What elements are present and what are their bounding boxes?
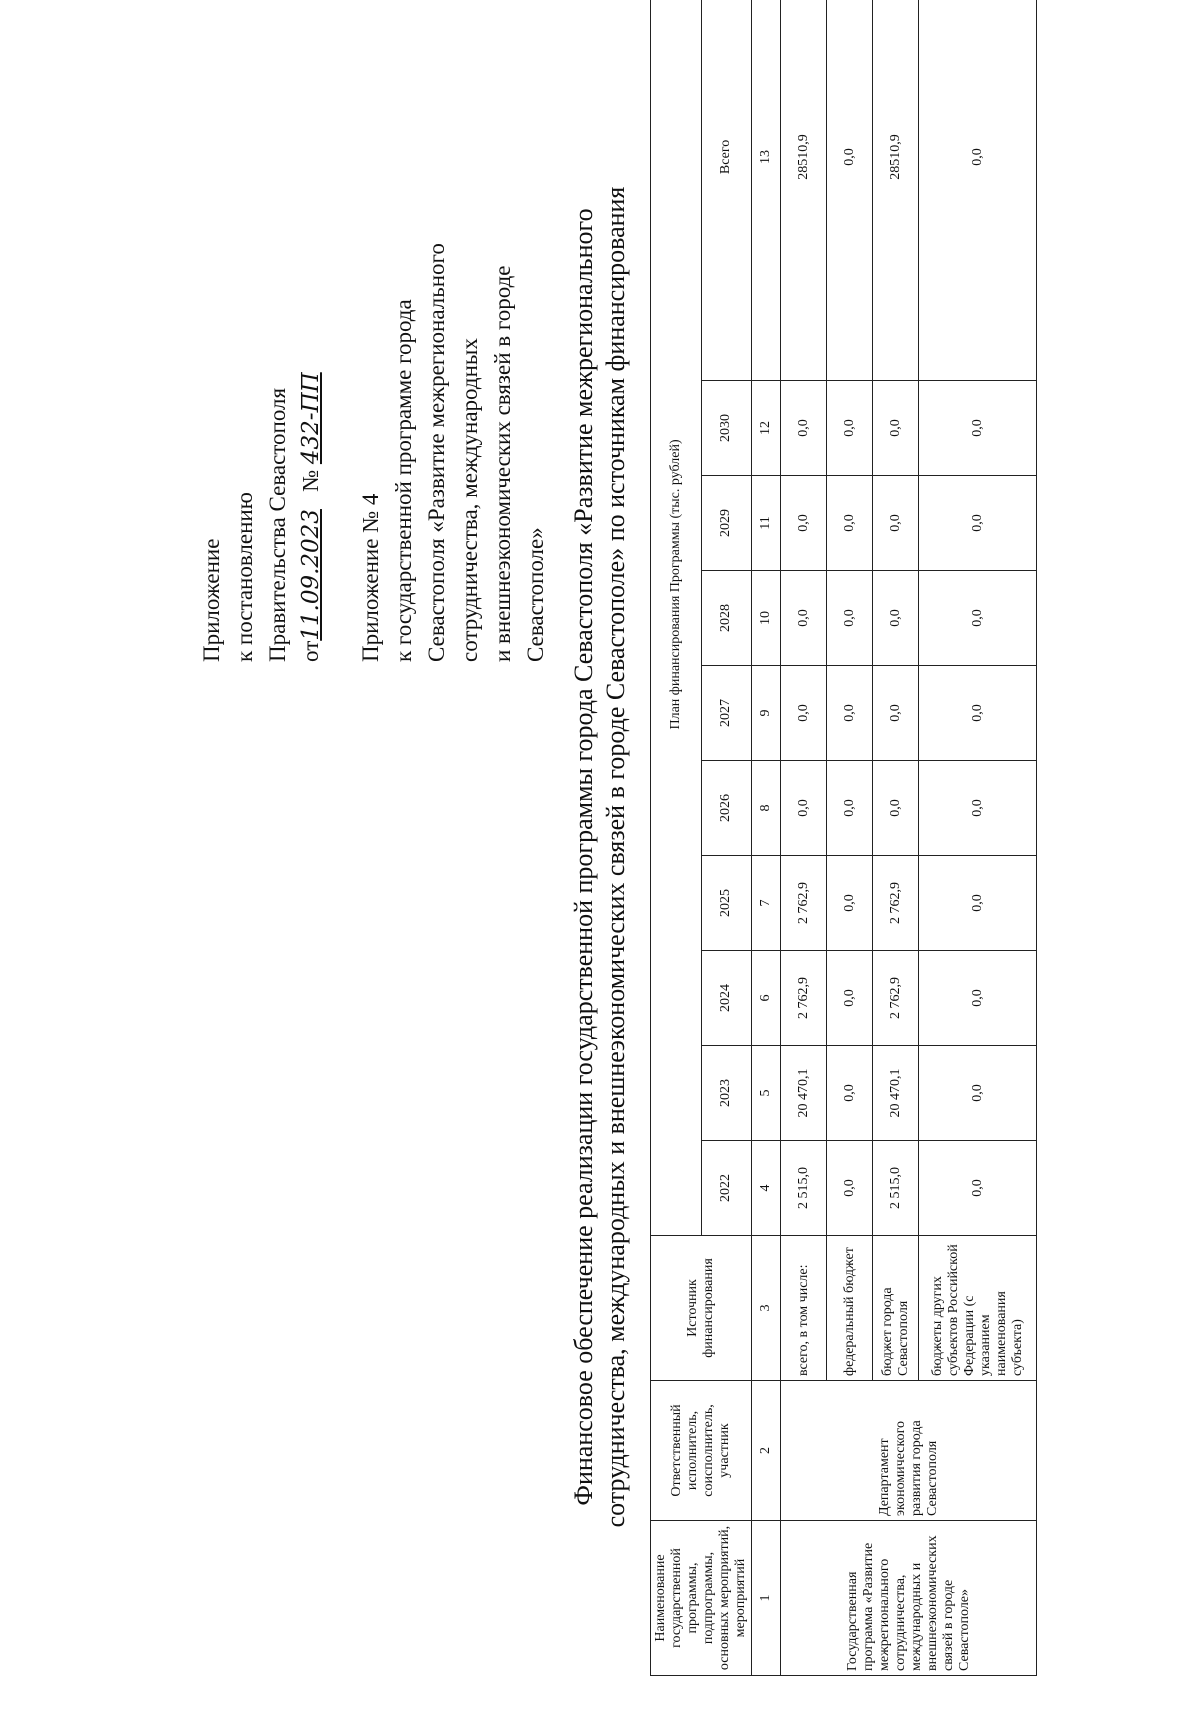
value-cell: 0,0 <box>781 476 827 571</box>
appendix-line: к постановлению <box>232 492 257 662</box>
value-cell: 0,0 <box>919 856 1037 951</box>
header-year: 2024 <box>701 951 752 1046</box>
value-cell: 2 762,9 <box>781 856 827 951</box>
value-cell: 20 470,1 <box>873 1046 919 1141</box>
value-cell: 0,0 <box>827 951 873 1046</box>
column-index: 12 <box>752 381 781 476</box>
value-cell: 0,0 <box>827 666 873 761</box>
sub-appendix-line: Приложение № 4 <box>358 493 383 662</box>
heading-line: Финансовое обеспечение реализации государственной программы города Севастополя «Развитие межрегионального <box>569 208 598 1506</box>
source-cell: бюджет города Севастополя <box>873 1236 919 1381</box>
column-index: 6 <box>752 951 781 1046</box>
value-cell: 0,0 <box>827 761 873 856</box>
value-cell: 0,0 <box>781 666 827 761</box>
value-cell: 20 470,1 <box>781 1046 827 1141</box>
value-cell: 0,0 <box>873 761 919 856</box>
value-cell: 0,0 <box>919 571 1037 666</box>
column-index: 7 <box>752 856 781 951</box>
header-row-1 <box>651 0 702 1676</box>
header-year: 2027 <box>701 666 752 761</box>
appendix-line: Правительства Севастополя <box>265 387 290 662</box>
header-year: 2025 <box>701 856 752 951</box>
header-source: Источник финансирования <box>651 1236 752 1381</box>
sub-appendix-line: сотрудничества, международных <box>457 338 482 662</box>
header-plan: План финансирования Программы (тыс. рублей) <box>651 0 702 1236</box>
column-index: 8 <box>752 761 781 856</box>
value-cell: 0,0 <box>919 761 1037 856</box>
value-cell: 0,0 <box>827 381 873 476</box>
total-cell: 28510,9 <box>873 0 919 381</box>
responsible-cell: Департамент экономического развития города Севастополя <box>781 1381 1037 1521</box>
sub-appendix-line: Севастополя «Развитие межрегионального <box>424 243 449 662</box>
program-name-cell: Государственная программа «Развитие межрегионального сотрудничества, международных и внешнеэкономических связей в городе Севастополе» <box>781 1521 1037 1676</box>
column-index: 10 <box>752 571 781 666</box>
sub-appendix-line: и внешнеэкономических связей в городе <box>490 265 515 662</box>
column-index: 13 <box>752 0 781 381</box>
header-year: 2022 <box>701 1141 752 1236</box>
value-cell: 0,0 <box>827 1141 873 1236</box>
column-index: 2 <box>752 1381 781 1521</box>
header-responsible: Ответственный исполнитель, соисполнитель, участник <box>651 1381 752 1521</box>
header-year: 2030 <box>701 381 752 476</box>
value-cell: 2 762,9 <box>781 951 827 1046</box>
value-cell: 0,0 <box>919 951 1037 1046</box>
total-cell: 28510,9 <box>781 0 827 381</box>
total-cell: 0,0 <box>827 0 873 381</box>
document-heading <box>568 32 632 1682</box>
header-year: 2028 <box>701 571 752 666</box>
source-cell: бюджеты других субъектов Российской Федерации (с указанием наименования субъекта) <box>919 1236 1037 1381</box>
header-year: 2029 <box>701 476 752 571</box>
value-cell: 0,0 <box>781 571 827 666</box>
value-cell: 0,0 <box>873 476 919 571</box>
total-cell: 0,0 <box>919 0 1037 381</box>
column-index: 1 <box>752 1521 781 1676</box>
heading-line: сотрудничества, международных и внешнеэкономических связей в городе Севастополе» по источникам финансирования <box>601 186 630 1528</box>
header-year: 2023 <box>701 1046 752 1141</box>
value-cell: 0,0 <box>873 666 919 761</box>
handwritten-date: 11.09.2023 <box>298 509 324 641</box>
header-year: 2026 <box>701 761 752 856</box>
sub-appendix-line: к государственной программе города <box>391 299 416 662</box>
column-index: 3 <box>752 1236 781 1381</box>
financing-table <box>650 0 1037 1676</box>
appendix-line: Приложение <box>199 538 224 662</box>
value-cell: 0,0 <box>919 1141 1037 1236</box>
value-cell: 2 515,0 <box>781 1141 827 1236</box>
value-cell: 2 762,9 <box>873 856 919 951</box>
appendix-date-line <box>294 42 328 662</box>
column-index: 4 <box>752 1141 781 1236</box>
value-cell: 2 515,0 <box>873 1141 919 1236</box>
number-prefix: № <box>298 469 323 492</box>
sub-appendix-line: Севастополе» <box>523 527 548 662</box>
value-cell: 0,0 <box>827 1046 873 1141</box>
value-cell: 0,0 <box>827 571 873 666</box>
value-cell: 0,0 <box>827 476 873 571</box>
column-index-row <box>752 0 781 1676</box>
appendix-block <box>195 42 552 662</box>
value-cell: 0,0 <box>781 381 827 476</box>
value-cell: 0,0 <box>873 571 919 666</box>
date-prefix: от <box>298 640 323 662</box>
value-cell: 0,0 <box>919 381 1037 476</box>
column-index: 5 <box>752 1046 781 1141</box>
value-cell: 2 762,9 <box>873 951 919 1046</box>
value-cell: 0,0 <box>919 476 1037 571</box>
value-cell: 0,0 <box>781 761 827 856</box>
value-cell: 0,0 <box>919 1046 1037 1141</box>
source-cell: всего, в том числе: <box>781 1236 827 1381</box>
source-cell: федеральный бюджет <box>827 1236 873 1381</box>
value-cell: 0,0 <box>919 666 1037 761</box>
value-cell: 0,0 <box>873 381 919 476</box>
column-index: 9 <box>752 666 781 761</box>
column-index: 11 <box>752 476 781 571</box>
header-program-name: Наименование государственной программы, подпрограммы, основных мероприятий, мероприятий <box>651 1521 752 1676</box>
handwritten-number: 432-ПП <box>298 372 324 465</box>
header-total: Всего <box>701 0 752 381</box>
value-cell: 0,0 <box>827 856 873 951</box>
table-row <box>781 0 827 1676</box>
